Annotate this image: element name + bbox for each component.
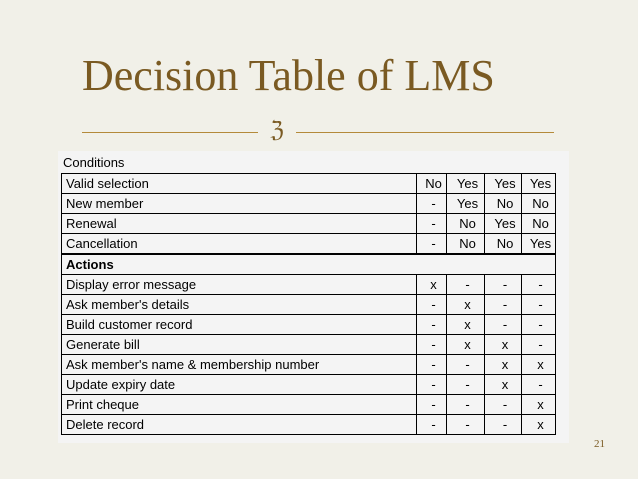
actions-heading: Actions	[62, 254, 556, 275]
page-number: 21	[594, 438, 605, 450]
rule-4-cell: -	[522, 335, 556, 355]
rule-2-cell: x	[447, 315, 485, 335]
decision-table-body	[62, 174, 556, 435]
condition-row	[62, 174, 556, 194]
rule-2-cell: x	[447, 335, 485, 355]
action-label: Delete record	[62, 415, 417, 435]
rule-1-cell: x	[417, 275, 447, 295]
rule-1-cell: -	[417, 335, 447, 355]
action-row	[62, 395, 556, 415]
action-label: Ask member's details	[62, 295, 417, 315]
action-row	[62, 315, 556, 335]
action-label: Display error message	[62, 275, 417, 295]
rule-4-cell: x	[522, 355, 556, 375]
rule-4-cell: -	[522, 375, 556, 395]
action-row	[62, 295, 556, 315]
actions-header-row	[62, 254, 556, 275]
rule-2-cell: -	[447, 355, 485, 375]
decision-table	[61, 173, 556, 435]
rule-4-cell: No	[522, 194, 556, 214]
rule-4-cell: x	[522, 395, 556, 415]
title-divider-left	[82, 132, 258, 133]
rule-4-cell: -	[522, 275, 556, 295]
rule-2-cell: Yes	[447, 194, 485, 214]
rule-3-cell: x	[485, 375, 522, 395]
action-row	[62, 335, 556, 355]
rule-1-cell: -	[417, 415, 447, 435]
action-row	[62, 355, 556, 375]
rule-1-cell: -	[417, 355, 447, 375]
stylized-z-ornament-icon: ℨ	[270, 118, 284, 143]
condition-label: Cancellation	[62, 234, 417, 255]
rule-1-cell: No	[417, 174, 447, 194]
condition-row	[62, 214, 556, 234]
rule-3-cell: Yes	[485, 174, 522, 194]
rule-3-cell: No	[485, 194, 522, 214]
rule-3-cell: x	[485, 335, 522, 355]
action-label: Update expiry date	[62, 375, 417, 395]
action-label: Build customer record	[62, 315, 417, 335]
rule-2-cell: -	[447, 395, 485, 415]
condition-label: Valid selection	[62, 174, 417, 194]
rule-1-cell: -	[417, 194, 447, 214]
title-divider-right	[296, 132, 554, 133]
rule-4-cell: -	[522, 295, 556, 315]
condition-label: New member	[62, 194, 417, 214]
rule-3-cell: -	[485, 315, 522, 335]
action-label: Ask member's name & membership number	[62, 355, 417, 375]
rule-4-cell: Yes	[522, 234, 556, 255]
rule-3-cell: Yes	[485, 214, 522, 234]
action-label: Print cheque	[62, 395, 417, 415]
slide-title: Decision Table of LMS	[82, 51, 495, 100]
rule-3-cell: -	[485, 415, 522, 435]
rule-1-cell: -	[417, 375, 447, 395]
rule-3-cell: x	[485, 355, 522, 375]
rule-2-cell: -	[447, 275, 485, 295]
rule-4-cell: x	[522, 415, 556, 435]
rule-1-cell: -	[417, 214, 447, 234]
rule-3-cell: -	[485, 295, 522, 315]
action-label: Generate bill	[62, 335, 417, 355]
rule-4-cell: No	[522, 214, 556, 234]
decision-table-image	[58, 151, 569, 443]
rule-4-cell: -	[522, 315, 556, 335]
rule-1-cell: -	[417, 395, 447, 415]
rule-3-cell: No	[485, 234, 522, 255]
conditions-heading: Conditions	[63, 155, 125, 170]
rule-3-cell: -	[485, 395, 522, 415]
rule-2-cell: -	[447, 375, 485, 395]
rule-2-cell: No	[447, 234, 485, 255]
rule-1-cell: -	[417, 295, 447, 315]
rule-2-cell: x	[447, 295, 485, 315]
condition-row	[62, 234, 556, 255]
rule-3-cell: -	[485, 275, 522, 295]
rule-2-cell: Yes	[447, 174, 485, 194]
condition-row	[62, 194, 556, 214]
rule-1-cell: -	[417, 315, 447, 335]
action-row	[62, 375, 556, 395]
rule-1-cell: -	[417, 234, 447, 255]
action-row	[62, 275, 556, 295]
rule-2-cell: -	[447, 415, 485, 435]
condition-label: Renewal	[62, 214, 417, 234]
rule-2-cell: No	[447, 214, 485, 234]
action-row	[62, 415, 556, 435]
rule-4-cell: Yes	[522, 174, 556, 194]
